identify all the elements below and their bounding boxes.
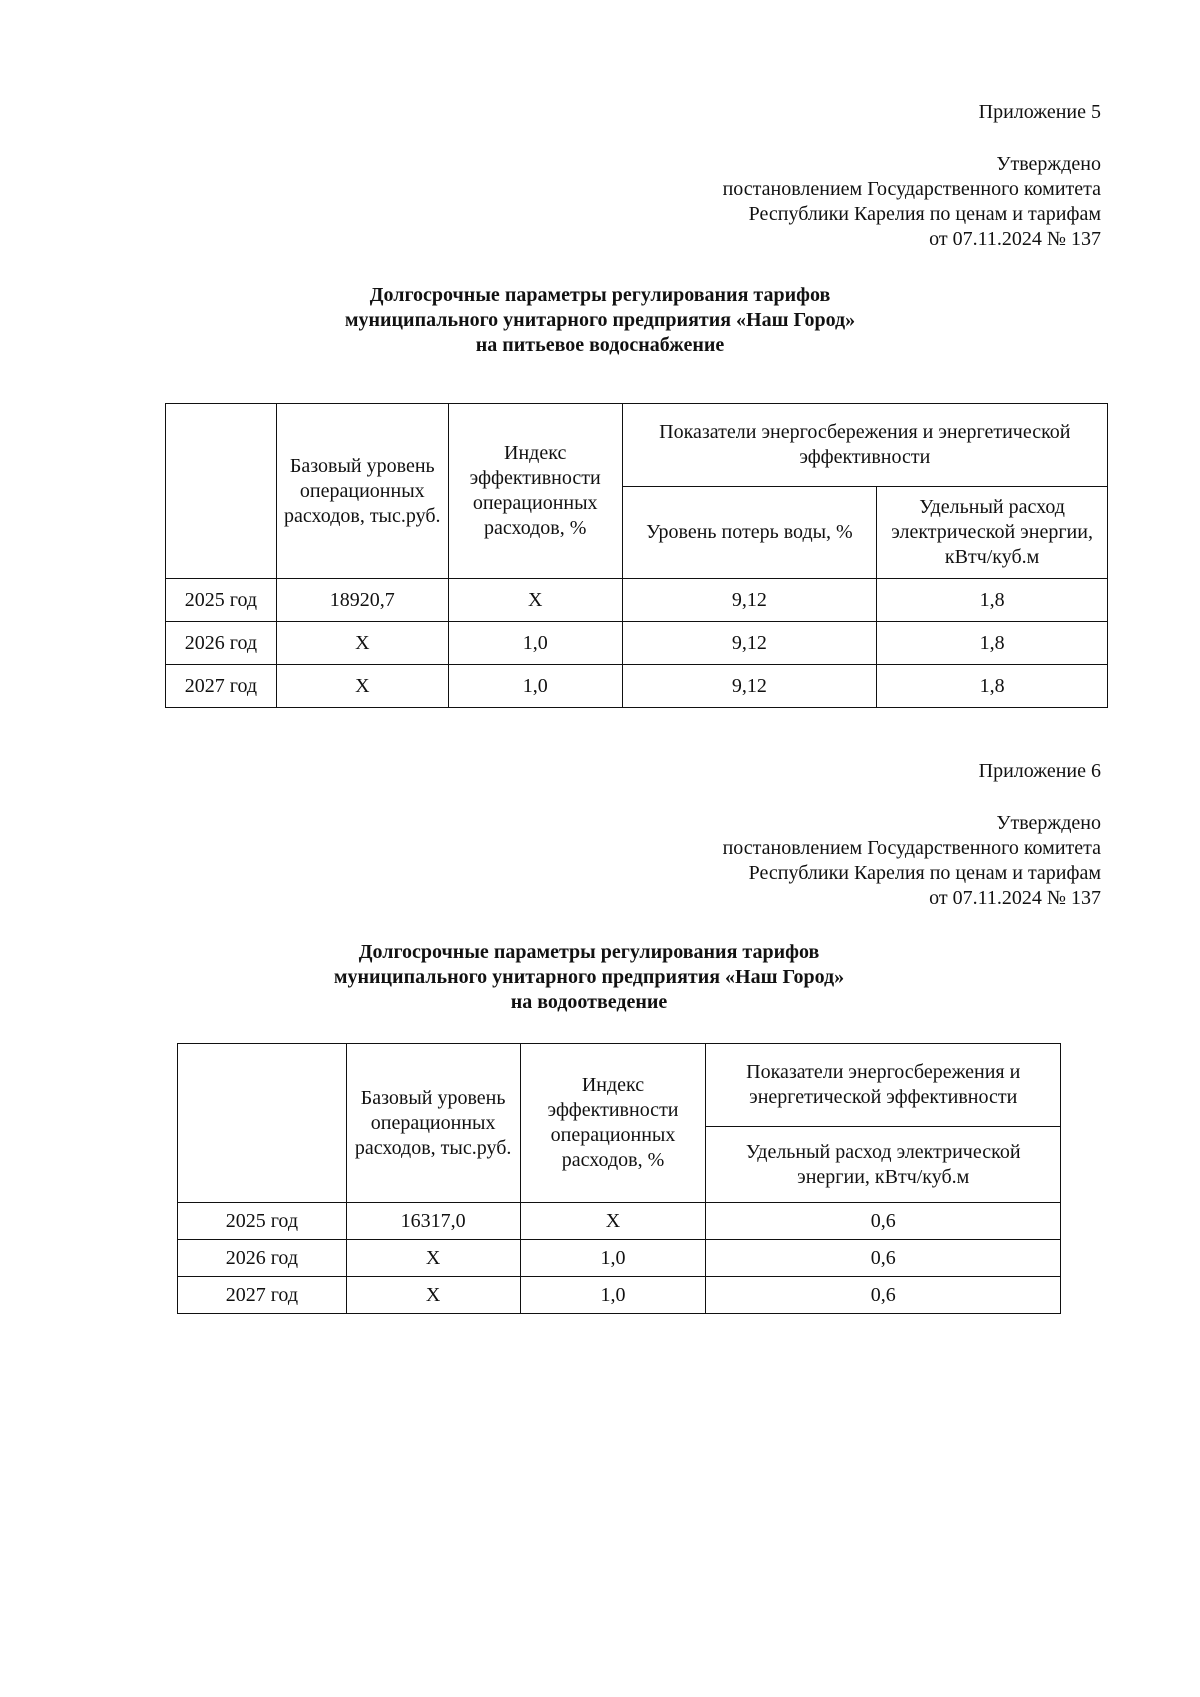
document-title — [0, 940, 1189, 1015]
table-row — [166, 622, 1108, 665]
title-line: муниципального унитарного предприятия «Наш Город» — [333, 966, 845, 988]
approval-line: Утверждено — [996, 153, 1101, 175]
approval-date-line: от 07.11.2024 № 137 — [929, 228, 1101, 250]
table-row — [166, 579, 1108, 622]
approval-line: постановлением Государственного комитета — [722, 178, 1101, 200]
header-base-level: Базовый уровень операционных расходов, тыс.руб. — [276, 404, 448, 579]
title-line: на водоотведение — [510, 991, 668, 1013]
year-cell: 2026 год — [178, 1240, 347, 1277]
parameters-table-wastewater — [177, 1043, 1061, 1314]
year-cell: 2025 год — [166, 579, 277, 622]
table-row — [178, 1203, 1061, 1240]
efficiency-index-cell: Х — [448, 579, 622, 622]
document-title — [0, 283, 1200, 358]
header-power-use: Удельный расход электрической энергии, кВтч/куб.м — [706, 1127, 1061, 1203]
efficiency-index-cell: 1,0 — [520, 1240, 706, 1277]
power-use-cell: 0,6 — [706, 1240, 1061, 1277]
base-level-cell: Х — [346, 1277, 520, 1314]
empty-corner-cell — [166, 404, 277, 579]
table-header-row — [166, 404, 1108, 487]
header-energy-group: Показатели энергосбережения и энергетической эффективности — [622, 404, 1107, 487]
parameters-table-water-supply — [165, 403, 1108, 708]
approval-date-line: от 07.11.2024 № 137 — [929, 887, 1101, 909]
approval-line: постановлением Государственного комитета — [722, 837, 1101, 859]
header-efficiency-index: Индекс эффективности операционных расходов, % — [520, 1044, 706, 1203]
efficiency-index-cell: Х — [520, 1203, 706, 1240]
water-loss-cell: 9,12 — [622, 665, 877, 708]
table-row — [178, 1277, 1061, 1314]
power-use-cell: 1,8 — [877, 579, 1108, 622]
year-cell: 2025 год — [178, 1203, 347, 1240]
approval-line: Республики Карелия по ценам и тарифам — [748, 203, 1101, 225]
efficiency-index-cell: 1,0 — [448, 622, 622, 665]
water-loss-cell: 9,12 — [622, 579, 877, 622]
year-cell: 2026 год — [166, 622, 277, 665]
table-row — [166, 665, 1108, 708]
appendix-label: Приложение 5 — [978, 101, 1101, 123]
header-efficiency-index: Индекс эффективности операционных расходов, % — [448, 404, 622, 579]
header-energy-group: Показатели энергосбережения и энергетической эффективности — [706, 1044, 1061, 1127]
appendix-label: Приложение 6 — [978, 760, 1101, 782]
approval-block — [723, 811, 1101, 911]
header-power-use: Удельный расход электрической энергии, кВтч/куб.м — [877, 487, 1108, 579]
approval-block — [723, 152, 1101, 252]
approval-line: Республики Карелия по ценам и тарифам — [748, 862, 1101, 884]
approval-line: Утверждено — [996, 812, 1101, 834]
base-level-cell: Х — [346, 1240, 520, 1277]
water-loss-cell: 9,12 — [622, 622, 877, 665]
empty-corner-cell — [178, 1044, 347, 1203]
base-level-cell: Х — [276, 622, 448, 665]
table-header-row — [178, 1044, 1061, 1127]
power-use-cell: 0,6 — [706, 1277, 1061, 1314]
power-use-cell: 1,8 — [877, 622, 1108, 665]
year-cell: 2027 год — [178, 1277, 347, 1314]
title-line: Долгосрочные параметры регулирования тарифов — [369, 284, 831, 306]
base-level-cell: 16317,0 — [346, 1203, 520, 1240]
efficiency-index-cell: 1,0 — [520, 1277, 706, 1314]
title-line: на питьевое водоснабжение — [475, 334, 725, 356]
efficiency-index-cell: 1,0 — [448, 665, 622, 708]
title-line: Долгосрочные параметры регулирования тарифов — [358, 941, 820, 963]
title-line: муниципального унитарного предприятия «Наш Город» — [344, 309, 856, 331]
table-row — [178, 1240, 1061, 1277]
power-use-cell: 1,8 — [877, 665, 1108, 708]
base-level-cell: 18920,7 — [276, 579, 448, 622]
header-water-loss: Уровень потерь воды, % — [622, 487, 877, 579]
power-use-cell: 0,6 — [706, 1203, 1061, 1240]
base-level-cell: Х — [276, 665, 448, 708]
header-base-level: Базовый уровень операционных расходов, тыс.руб. — [346, 1044, 520, 1203]
year-cell: 2027 год — [166, 665, 277, 708]
